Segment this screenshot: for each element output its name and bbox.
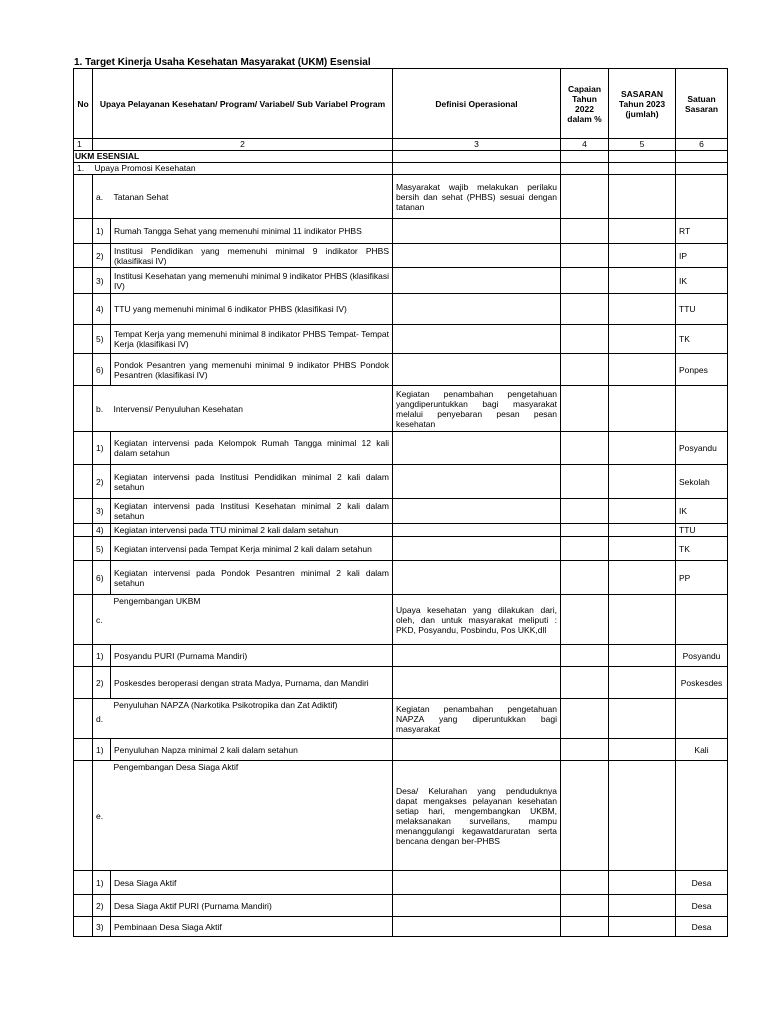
definition-cell: Masyarakat wajib melakukan perilaku bersih dan sehat (PHBS) sesuai dengan tatanan xyxy=(393,175,561,219)
indicator-row xyxy=(74,645,728,667)
sasaran-cell xyxy=(609,219,676,244)
indicator-number: 4) xyxy=(93,524,111,537)
column-number: 5 xyxy=(609,139,676,151)
indicator-number: 5) xyxy=(93,537,111,561)
definition-cell xyxy=(393,465,561,499)
sasaran-cell xyxy=(609,761,676,871)
definition-cell xyxy=(393,294,561,325)
satuan-cell: Desa xyxy=(676,871,728,895)
indicator-row xyxy=(74,917,728,937)
empty-cell xyxy=(74,917,93,937)
satuan-cell: IK xyxy=(676,499,728,524)
empty-cell xyxy=(74,871,93,895)
document-title: 1. Target Kinerja Usaha Kesehatan Masyarakat (UKM) Esensial xyxy=(74,57,371,68)
section-title: UKM ESENSIAL xyxy=(74,151,393,163)
empty-cell xyxy=(74,268,93,294)
empty-cell xyxy=(609,151,676,163)
sasaran-cell xyxy=(609,537,676,561)
indicator-number: 1) xyxy=(93,739,111,761)
empty-cell xyxy=(74,667,93,699)
indicator-row xyxy=(74,465,728,499)
indicator-number: 1) xyxy=(93,432,111,465)
definition-cell xyxy=(393,219,561,244)
sasaran-cell xyxy=(609,739,676,761)
capaian-cell xyxy=(561,645,609,667)
definition-cell xyxy=(393,739,561,761)
sasaran-cell xyxy=(609,895,676,917)
capaian-cell xyxy=(561,175,609,219)
indicator-label: Poskesdes beroperasi dengan strata Madya, Purnama, dan Mandiri xyxy=(111,667,393,699)
satuan-cell: Desa xyxy=(676,895,728,917)
satuan-cell: Kali xyxy=(676,739,728,761)
category-letter: a. xyxy=(93,175,111,219)
empty-cell xyxy=(74,537,93,561)
satuan-cell xyxy=(676,699,728,739)
empty-cell xyxy=(74,175,93,219)
capaian-cell xyxy=(561,219,609,244)
capaian-cell xyxy=(561,524,609,537)
satuan-cell: Sekolah xyxy=(676,465,728,499)
empty-cell xyxy=(74,739,93,761)
empty-cell xyxy=(561,163,609,175)
column-number: 4 xyxy=(561,139,609,151)
capaian-cell xyxy=(561,268,609,294)
empty-cell xyxy=(609,163,676,175)
category-row xyxy=(74,761,728,871)
empty-cell xyxy=(74,386,93,432)
satuan-cell: RT xyxy=(676,219,728,244)
indicator-label: Posyandu PURI (Purnama Mandiri) xyxy=(111,645,393,667)
definition-cell xyxy=(393,524,561,537)
sasaran-cell xyxy=(609,561,676,595)
definition-cell: Kegiatan penambahan pengetahuan NAPZA yang diperuntukkan bagi masyarakat xyxy=(393,699,561,739)
empty-cell xyxy=(676,151,728,163)
empty-cell xyxy=(74,645,93,667)
indicator-number: 6) xyxy=(93,354,111,386)
header-sasaran: SASARAN Tahun 2023 (jumlah) xyxy=(609,69,676,139)
empty-cell xyxy=(74,244,93,268)
satuan-cell xyxy=(676,761,728,871)
indicator-label: Rumah Tangga Sehat yang memenuhi minimal 11 indikator PHBS xyxy=(111,219,393,244)
capaian-cell xyxy=(561,917,609,937)
definition-cell xyxy=(393,917,561,937)
indicator-label: Penyuluhan Napza minimal 2 kali dalam setahun xyxy=(111,739,393,761)
column-number-row xyxy=(74,139,728,151)
capaian-cell xyxy=(561,699,609,739)
sasaran-cell xyxy=(609,871,676,895)
capaian-cell xyxy=(561,294,609,325)
empty-cell xyxy=(676,163,728,175)
capaian-cell xyxy=(561,761,609,871)
definition-cell xyxy=(393,244,561,268)
indicator-row xyxy=(74,432,728,465)
sasaran-cell xyxy=(609,268,676,294)
satuan-cell: TK xyxy=(676,325,728,354)
definition-cell xyxy=(393,561,561,595)
empty-cell xyxy=(74,499,93,524)
column-number: 3 xyxy=(393,139,561,151)
indicator-row xyxy=(74,524,728,537)
sasaran-cell xyxy=(609,386,676,432)
indicator-label: Kegiatan intervensi pada Kelompok Rumah Tangga minimal 12 kali dalam setahun xyxy=(111,432,393,465)
header-definisi: Definisi Operasional xyxy=(393,69,561,139)
header-row xyxy=(74,69,728,139)
empty-cell xyxy=(393,151,561,163)
indicator-label: Kegiatan intervensi pada TTU minimal 2 kali dalam setahun xyxy=(111,524,393,537)
indicator-row xyxy=(74,499,728,524)
indicator-number: 2) xyxy=(93,244,111,268)
indicator-row xyxy=(74,561,728,595)
definition-cell: Kegiatan penambahan pengetahuan yangdiperuntukkan bagi masyarakat melalui penyebaran pesan pesan kesehatan xyxy=(393,386,561,432)
indicator-number: 2) xyxy=(93,895,111,917)
sasaran-cell xyxy=(609,354,676,386)
category-label: Penyuluhan NAPZA (Narkotika Psikotropika dan Zat Adiktif) xyxy=(111,699,393,739)
satuan-cell xyxy=(676,595,728,645)
satuan-cell xyxy=(676,175,728,219)
satuan-cell: TTU xyxy=(676,294,728,325)
header-capaian: Capaian Tahun 2022 dalam % xyxy=(561,69,609,139)
category-label: Intervensi/ Penyuluhan Kesehatan xyxy=(111,386,393,432)
indicator-label: Institusi Kesehatan yang memenuhi minimal 9 indikator PHBS (klasifikasi IV) xyxy=(111,268,393,294)
empty-cell xyxy=(74,294,93,325)
indicator-label: Kegiatan intervensi pada Institusi Pendidikan minimal 2 kali dalam setahun xyxy=(111,465,393,499)
indicator-number: 6) xyxy=(93,561,111,595)
indicator-number: 2) xyxy=(93,667,111,699)
subsection-number: 1. xyxy=(74,163,93,175)
satuan-cell: PP xyxy=(676,561,728,595)
indicator-label: Desa Siaga Aktif PURI (Purnama Mandiri) xyxy=(111,895,393,917)
indicator-number: 5) xyxy=(93,325,111,354)
satuan-cell: Poskesdes xyxy=(676,667,728,699)
indicator-row xyxy=(74,244,728,268)
definition-cell xyxy=(393,432,561,465)
indicator-number: 2) xyxy=(93,465,111,499)
empty-cell xyxy=(561,151,609,163)
category-row xyxy=(74,699,728,739)
indicator-row xyxy=(74,219,728,244)
column-number: 6 xyxy=(676,139,728,151)
indicator-row xyxy=(74,537,728,561)
capaian-cell xyxy=(561,499,609,524)
capaian-cell xyxy=(561,871,609,895)
indicator-label: Desa Siaga Aktif xyxy=(111,871,393,895)
category-label: Pengembangan Desa Siaga Aktif xyxy=(111,761,393,871)
category-letter: b. xyxy=(93,386,111,432)
empty-cell xyxy=(74,219,93,244)
sasaran-cell xyxy=(609,175,676,219)
capaian-cell xyxy=(561,244,609,268)
capaian-cell xyxy=(561,432,609,465)
definition-cell xyxy=(393,645,561,667)
category-label: Pengembangan UKBM xyxy=(111,595,393,645)
indicator-number: 3) xyxy=(93,917,111,937)
column-number: 1 xyxy=(74,139,93,151)
empty-cell xyxy=(74,325,93,354)
satuan-cell: Ponpes xyxy=(676,354,728,386)
header-satuan: Satuan Sasaran xyxy=(676,69,728,139)
sasaran-cell xyxy=(609,667,676,699)
sasaran-cell xyxy=(609,917,676,937)
indicator-row xyxy=(74,294,728,325)
category-label: Tatanan Sehat xyxy=(111,175,393,219)
definition-cell xyxy=(393,325,561,354)
empty-cell xyxy=(74,595,93,645)
definition-cell xyxy=(393,871,561,895)
empty-cell xyxy=(74,761,93,871)
definition-cell xyxy=(393,895,561,917)
sasaran-cell xyxy=(609,595,676,645)
definition-cell xyxy=(393,667,561,699)
satuan-cell: Posyandu xyxy=(676,645,728,667)
indicator-label: Tempat Kerja yang memenuhi minimal 8 indikator PHBS Tempat- Tempat Kerja (klasifikasi IV) xyxy=(111,325,393,354)
sasaran-cell xyxy=(609,465,676,499)
indicator-label: Pembinaan Desa Siaga Aktif xyxy=(111,917,393,937)
category-row xyxy=(74,595,728,645)
sasaran-cell xyxy=(609,499,676,524)
indicator-number: 4) xyxy=(93,294,111,325)
empty-cell xyxy=(74,465,93,499)
indicator-number: 3) xyxy=(93,499,111,524)
satuan-cell: IP xyxy=(676,244,728,268)
indicator-label: Kegiatan intervensi pada Pondok Pesantren minimal 2 kali dalam setahun xyxy=(111,561,393,595)
satuan-cell: TTU xyxy=(676,524,728,537)
category-letter: e. xyxy=(93,761,111,871)
indicator-row xyxy=(74,325,728,354)
indicator-row xyxy=(74,667,728,699)
satuan-cell: Posyandu xyxy=(676,432,728,465)
header-no: No xyxy=(74,69,93,139)
sasaran-cell xyxy=(609,699,676,739)
empty-cell xyxy=(74,895,93,917)
definition-cell xyxy=(393,537,561,561)
capaian-cell xyxy=(561,561,609,595)
empty-cell xyxy=(74,699,93,739)
definition-cell xyxy=(393,268,561,294)
empty-cell xyxy=(74,561,93,595)
header-program: Upaya Pelayanan Kesehatan/ Program/ Variabel/ Sub Variabel Program xyxy=(93,69,393,139)
indicator-row xyxy=(74,871,728,895)
subsection-row xyxy=(74,163,728,175)
empty-cell xyxy=(74,432,93,465)
definition-cell: Upaya kesehatan yang dilakukan dari, oleh, dan untuk masyarakat meliputi : PKD, Posyandu, Posbindu, Pos UKK,dll xyxy=(393,595,561,645)
capaian-cell xyxy=(561,386,609,432)
definition-cell xyxy=(393,499,561,524)
category-row xyxy=(74,386,728,432)
capaian-cell xyxy=(561,895,609,917)
empty-cell xyxy=(74,524,93,537)
column-number: 2 xyxy=(93,139,393,151)
capaian-cell xyxy=(561,354,609,386)
indicator-label: TTU yang memenuhi minimal 6 indikator PHBS (klasifikasi IV) xyxy=(111,294,393,325)
sasaran-cell xyxy=(609,524,676,537)
indicator-label: Institusi Pendidikan yang memenuhi minimal 9 indikator PHBS (klasifikasi IV) xyxy=(111,244,393,268)
indicator-row xyxy=(74,354,728,386)
capaian-cell xyxy=(561,465,609,499)
satuan-cell xyxy=(676,386,728,432)
indicator-label: Kegiatan intervensi pada Tempat Kerja minimal 2 kali dalam setahun xyxy=(111,537,393,561)
capaian-cell xyxy=(561,667,609,699)
indicator-label: Pondok Pesantren yang memenuhi minimal 9 indikator PHBS Pondok Pesantren (klasifikasi IV) xyxy=(111,354,393,386)
section-row xyxy=(74,151,728,163)
capaian-cell xyxy=(561,739,609,761)
indicator-label: Kegiatan intervensi pada Institusi Kesehatan minimal 2 kali dalam setahun xyxy=(111,499,393,524)
indicator-number: 1) xyxy=(93,645,111,667)
definition-cell xyxy=(393,354,561,386)
indicator-number: 1) xyxy=(93,219,111,244)
sasaran-cell xyxy=(609,432,676,465)
ukm-target-table xyxy=(73,68,728,937)
indicator-number: 1) xyxy=(93,871,111,895)
category-letter: d. xyxy=(93,699,111,739)
satuan-cell: Desa xyxy=(676,917,728,937)
indicator-row xyxy=(74,268,728,294)
empty-cell xyxy=(74,354,93,386)
indicator-row xyxy=(74,895,728,917)
category-row xyxy=(74,175,728,219)
sasaran-cell xyxy=(609,325,676,354)
definition-cell: Desa/ Kelurahan yang penduduknya dapat mengakses pelayanan kesehatan setiap hari, mengembangkan UKBM, melaksanakan surveilans, mampu menanggulangi kegawatdaruratan serta bencana dengan ber-PHBS xyxy=(393,761,561,871)
indicator-number: 3) xyxy=(93,268,111,294)
indicator-row xyxy=(74,739,728,761)
empty-cell xyxy=(393,163,561,175)
sasaran-cell xyxy=(609,294,676,325)
sasaran-cell xyxy=(609,645,676,667)
subsection-label: Upaya Promosi Kesehatan xyxy=(93,163,393,175)
satuan-cell: IK xyxy=(676,268,728,294)
capaian-cell xyxy=(561,537,609,561)
satuan-cell: TK xyxy=(676,537,728,561)
category-letter: c. xyxy=(93,595,111,645)
capaian-cell xyxy=(561,595,609,645)
sasaran-cell xyxy=(609,244,676,268)
capaian-cell xyxy=(561,325,609,354)
